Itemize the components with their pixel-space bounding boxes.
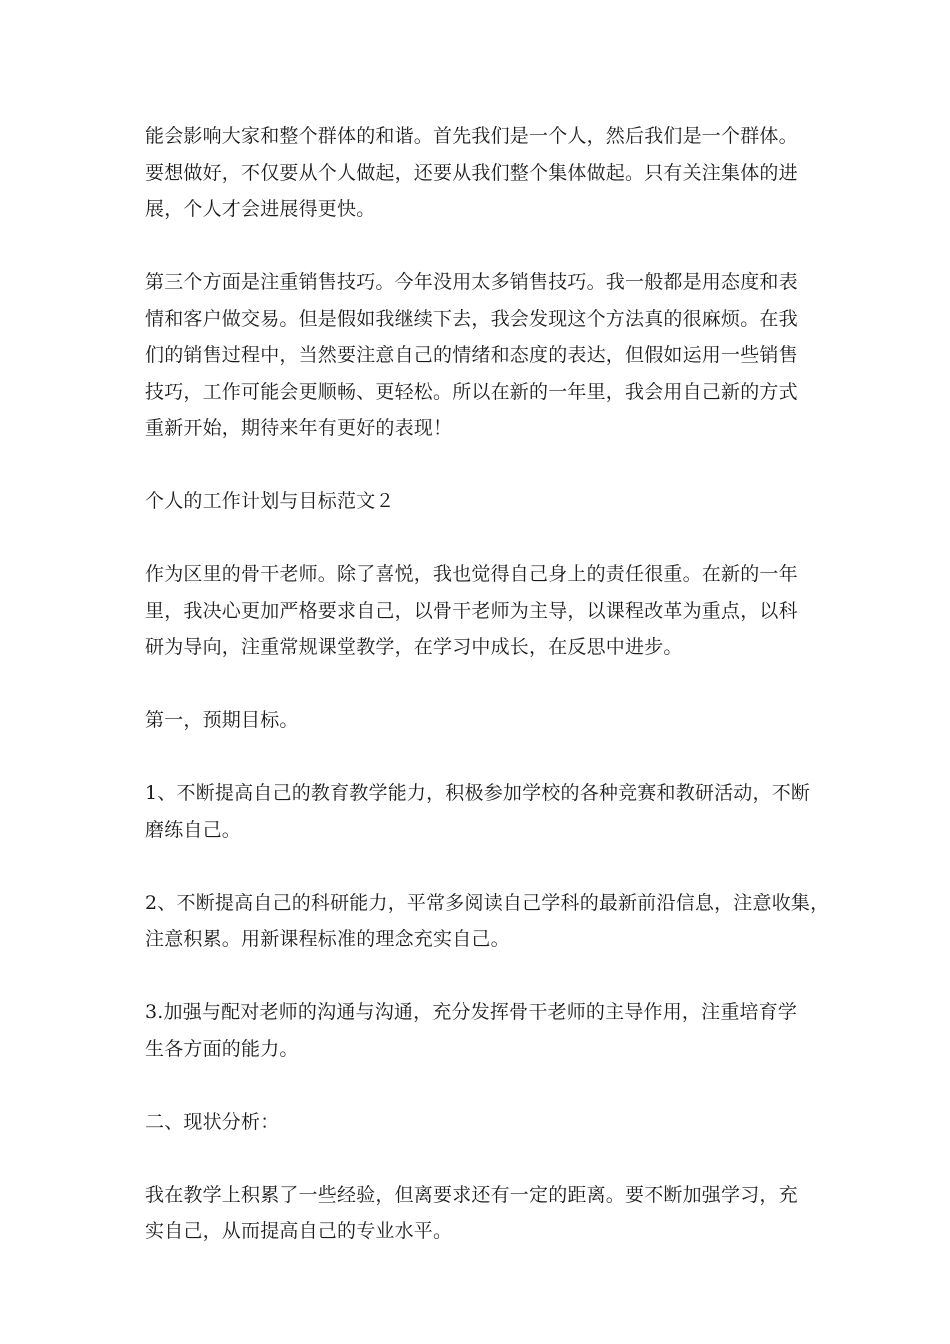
- paragraph-sales-skills: [145, 264, 815, 447]
- list-item-2: [145, 885, 830, 958]
- paragraph-line: 实自己，从而提高自己的专业水平。: [145, 1220, 453, 1242]
- paragraph-analysis: [145, 1177, 815, 1250]
- paragraph-gap: [145, 958, 815, 995]
- paragraph-line: 第一，预期目标。: [145, 709, 299, 731]
- paragraph-line: 二、现状分析：: [145, 1110, 280, 1133]
- paragraph-gap: [145, 447, 815, 484]
- paragraph-line: 我在教学上积累了一些经验，但离要求还有一定的距离。要不断加强学习，充: [145, 1183, 798, 1206]
- paragraph-line: 要想做好，不仅要从个人做起，还要从我们整个集体做起。只有关注集体的进: [145, 161, 798, 184]
- paragraph-gap: [145, 1067, 815, 1104]
- paragraph-line: 里，我决心更加严格要求自己，以骨干老师为主导，以课程改革为重点，以科: [145, 599, 798, 622]
- section-heading: [145, 483, 815, 520]
- paragraph-line: 1、不断提高自己的教育教学能力，积极参加学校的各种竞赛和教研活动，不断: [145, 782, 811, 804]
- paragraph-intro: [145, 556, 815, 666]
- paragraph-line: 2、不断提高自己的科研能力，平常多阅读自己学科的最新前沿信息，注意收集，: [145, 891, 830, 914]
- heading-line: 个人的工作计划与目标范文２: [145, 490, 395, 512]
- paragraph-gap: [145, 666, 815, 703]
- paragraph-line: 作为区里的骨干老师。除了喜悦，我也觉得自己身上的责任很重。在新的一年: [145, 563, 798, 585]
- paragraph-line: 磨练自己。: [145, 818, 242, 841]
- paragraph-line: 能会影响大家和整个群体的和谐。首先我们是一个人，然后我们是一个群体。: [145, 125, 798, 147]
- paragraph-goals-heading: [145, 702, 815, 739]
- paragraph-line: 注意积累。用新课程标准的理念充实自己。: [145, 928, 510, 950]
- paragraph-line: 们的销售过程中，当然要注意自己的情绪和态度的表达，但假如运用一些销售: [145, 344, 798, 366]
- paragraph-group-harmony: [145, 118, 815, 228]
- paragraph-line: 技巧，工作可能会更顺畅、更轻松。所以在新的一年里，我会用自己新的方式: [145, 380, 798, 403]
- paragraph-line: 重新开始，期待来年有更好的表现！: [145, 417, 453, 439]
- list-item-3: [145, 994, 815, 1067]
- paragraph-gap: [145, 520, 815, 557]
- paragraph-line: 展，个人才会进展得更快。: [145, 198, 376, 220]
- paragraph-line: 3.加强与配对老师的沟通与沟通，充分发挥骨干老师的主导作用，注重培育学: [145, 1001, 798, 1023]
- list-item-1: [145, 775, 815, 848]
- paragraph-gap: [145, 739, 815, 776]
- paragraph-gap: [145, 1140, 815, 1177]
- paragraph-line: 研为导向，注重常规课堂教学，在学习中成长，在反思中进步。: [145, 636, 683, 658]
- paragraph-analysis-heading: [145, 1104, 815, 1141]
- paragraph-gap: [145, 848, 815, 885]
- paragraph-line: 生各方面的能力。: [145, 1037, 299, 1060]
- document-body: [145, 118, 830, 1250]
- paragraph-gap: [145, 228, 815, 265]
- paragraph-line: 情和客户做交易。但是假如我继续下去，我会发现这个方法真的很麻烦。在我: [145, 307, 798, 330]
- paragraph-line: 第三个方面是注重销售技巧。今年没用太多销售技巧。我一般都是用态度和表: [145, 271, 798, 293]
